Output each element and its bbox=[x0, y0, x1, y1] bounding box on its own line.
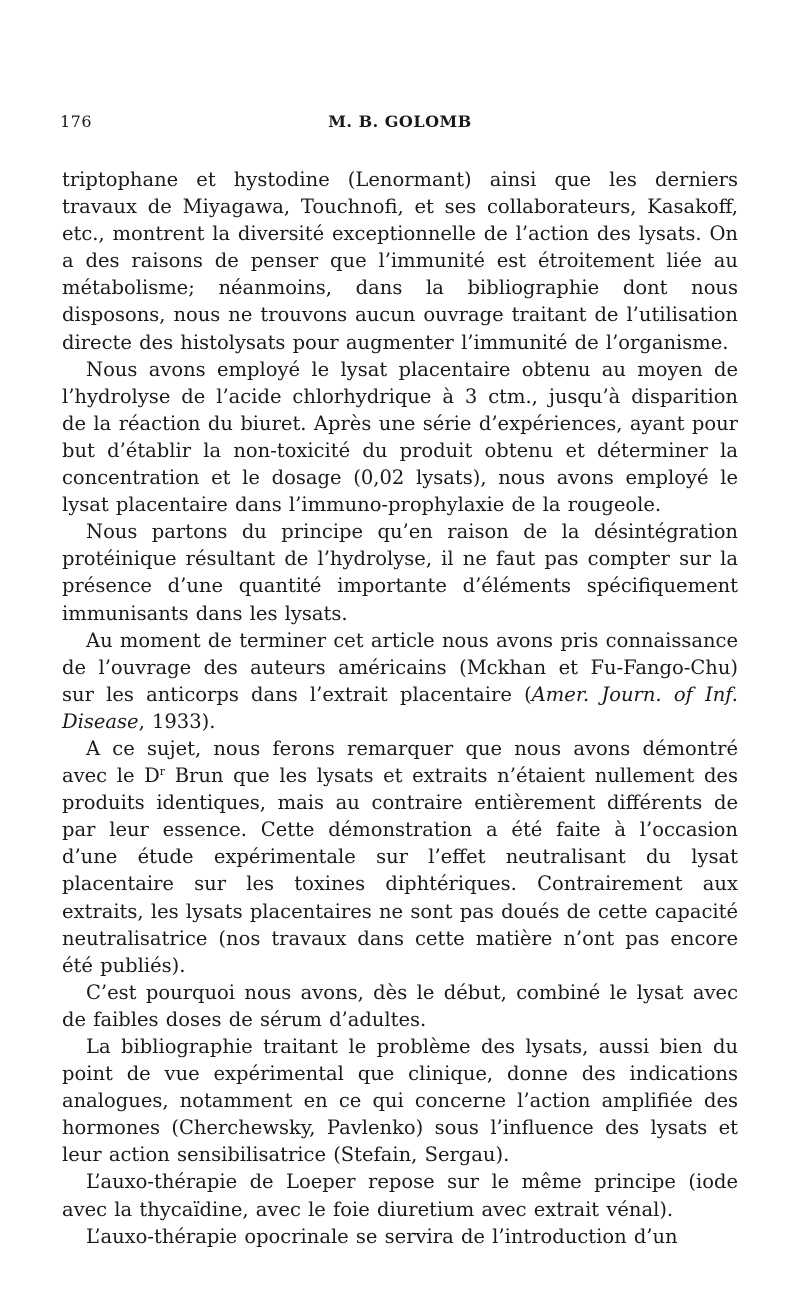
paragraph-bibliographie: La bibliographie traitant le problème des lysats, aussi bien du point de vue expérimental que clinique, donne des indications analogues, notamment en ce qui concerne l’action amplifiée des hormones (Cherchewsky, Pavlenko) sous l’influence des lysats et leur action sensibilisatrice (Stefain, Sergau). bbox=[62, 1035, 738, 1167]
paragraph-auxo-therapie-loeper: L’auxo-thérapie de Loeper repose sur le même principe (iode avec la thycaïdine, avec le foie diuretium avec extrait vénal). bbox=[62, 1170, 738, 1221]
paragraph-auteurs-americains bbox=[62, 627, 738, 735]
paragraph-auxo-therapie-opocrinale: L’auxo-thérapie opocrinale se servira de l’introduction d’un bbox=[86, 1224, 678, 1248]
running-title: M. B. GOLOMB bbox=[328, 112, 472, 131]
page-number: 176 bbox=[60, 112, 93, 131]
paragraph-text-after: Brun que les lysats et extraits n’étaient nullement des produits identiques, mais au contraire entièrement différents de par leur essence. Cette démonstration a été faite à l’occasion d’une étude expérimentale sur l’effet neutralisant du lysat placentaire sur les toxines diphtériques. Contrairement aux extraits, les lysats placentaires ne sont pas doués de cette capacité neutralisatrice (nos travaux dans cette matière n’ont pas encore été publiés). bbox=[62, 764, 738, 977]
paragraph-text-before: Au moment de terminer cet article nous avons pris connaissance de l’ouvrage des auteurs américains (Mckhan et Fu-Fango-Chu) sur les anticorps dans l’extrait placentaire ( bbox=[62, 628, 738, 706]
doctor-superscript: r bbox=[159, 765, 166, 779]
running-head bbox=[62, 108, 738, 142]
journal-citation: Amer. Journ. of Inf. Disease bbox=[62, 682, 738, 733]
paragraph-text-before: A ce sujet, nous ferons remarquer que nous avons démontré avec le D bbox=[62, 736, 738, 788]
paragraph-lysat-placentaire: Nous avons employé le lysat placentaire obtenu au moyen de l’hydrolyse de l’acide chlorhydrique à 3 ctm., jusqu’à disparition de la réaction du biuret. Après une série d’expériences, ayant pour but d’établir la non-toxicité du produit obtenu et déterminer la concentration et le dosage (0,02 lysats), nous avons employé le lysat placentaire dans l’immuno-prophylaxie de la rougeole. bbox=[62, 357, 738, 517]
paragraph-text-after: , 1933). bbox=[138, 709, 216, 733]
paragraph-principe: Nous partons du principe qu’en raison de la désintégration protéinique résultant de l’hydrolyse, il ne faut pas compter sur la présence d’une quantité importante d’éléments spécifiquement immunisants dans les lysats. bbox=[62, 520, 738, 625]
article-body bbox=[62, 166, 738, 1250]
journal-page bbox=[62, 108, 738, 1250]
paragraph-continued: triptophane et hystodine (Lenormant) ainsi que les derniers travaux de Miyagawa, Touchnofi, et ses collaborateurs, Kasakoff, etc., montrent la diversité exceptionnelle de l’action des lysats. On a des raisons de penser que l’immunité est étroitement liée au métabolisme; néanmoins, dans la bibliographie dont nous disposons, nous ne trouvons aucun ouvrage traitant de l’utilisation directe des histolysats pour augmenter l’immunité de l’organisme. bbox=[62, 168, 738, 354]
paragraph-serum: C’est pourquoi nous avons, dès le début, combiné le lysat avec de faibles doses de sérum d’adultes. bbox=[62, 980, 738, 1031]
paragraph-demonstration bbox=[62, 735, 738, 979]
